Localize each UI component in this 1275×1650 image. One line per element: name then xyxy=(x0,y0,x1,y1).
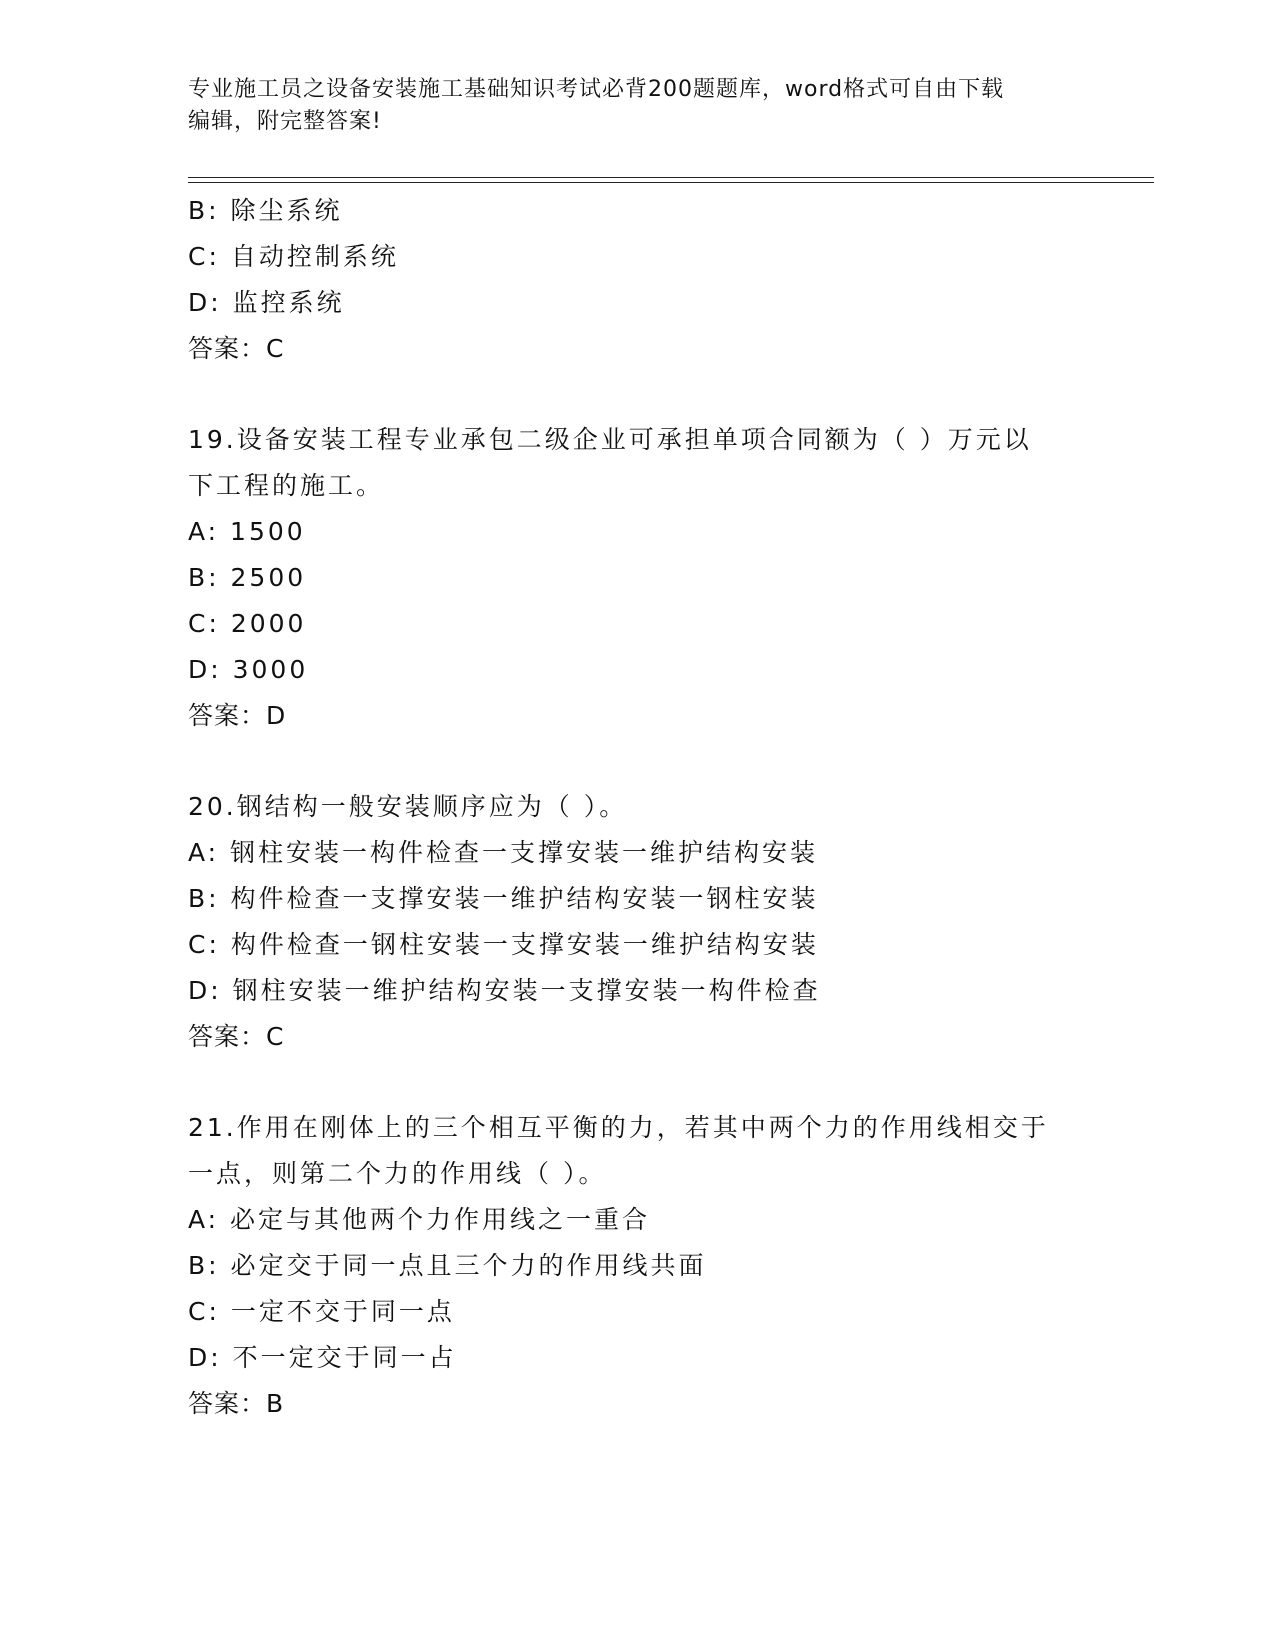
header-divider-top xyxy=(188,177,1154,178)
header-title-line1: 专业施工员之设备安装施工基础知识考试必背200题题库，word格式可自由下载 xyxy=(188,77,1005,102)
question-18-tail xyxy=(188,188,1088,372)
question-spacer xyxy=(188,1060,1088,1105)
question-19 xyxy=(188,417,1088,739)
option-d: D: 钢柱安装一维护结构安装一支撑安装一构件检查 xyxy=(188,976,821,1005)
question-stem: 21.作用在刚体上的三个相互平衡的力，若其中两个力的作用线相交于 xyxy=(188,1113,1049,1142)
document-header xyxy=(188,74,1068,138)
question-20 xyxy=(188,784,1088,1060)
option-c: C: 构件检查一钢柱安装一支撑安装一维护结构安装 xyxy=(188,930,819,959)
option-d: D: 监控系统 xyxy=(188,288,345,317)
option-a: A: 1500 xyxy=(188,517,306,546)
question-stem: 19.设备安装工程专业承包二级企业可承担单项合同额为（ ）万元以 xyxy=(188,425,1032,454)
header-title-line2: 编辑，附完整答案! xyxy=(188,109,382,134)
option-a: A: 必定与其他两个力作用线之一重合 xyxy=(188,1205,651,1234)
question-spacer xyxy=(188,739,1088,784)
option-c: C: 一定不交于同一点 xyxy=(188,1297,455,1326)
option-d: D: 3000 xyxy=(188,655,309,684)
answer: 答案：C xyxy=(188,1022,285,1051)
option-b: B: 必定交于同一点且三个力的作用线共面 xyxy=(188,1251,707,1280)
option-c: C: 自动控制系统 xyxy=(188,242,399,271)
option-b: B: 构件检查一支撑安装一维护结构安装一钢柱安装 xyxy=(188,884,819,913)
answer: 答案：B xyxy=(188,1389,285,1418)
question-list xyxy=(188,188,1088,1427)
header-divider-bottom xyxy=(188,182,1154,183)
question-21 xyxy=(188,1105,1088,1427)
question-spacer xyxy=(188,372,1088,417)
answer: 答案：D xyxy=(188,701,287,730)
question-stem: 20.钢结构一般安装顺序应为（ ）。 xyxy=(188,792,628,821)
option-c: C: 2000 xyxy=(188,609,307,638)
option-b: B: 2500 xyxy=(188,563,307,592)
option-b: B: 除尘系统 xyxy=(188,196,343,225)
answer: 答案：C xyxy=(188,334,285,363)
question-stem-continued: 下工程的施工。 xyxy=(188,471,385,500)
option-a: A: 钢柱安装一构件检查一支撑安装一维护结构安装 xyxy=(188,838,819,867)
option-d: D: 不一定交于同一占 xyxy=(188,1343,457,1372)
question-stem-continued: 一点，则第二个力的作用线（ ）。 xyxy=(188,1159,607,1188)
